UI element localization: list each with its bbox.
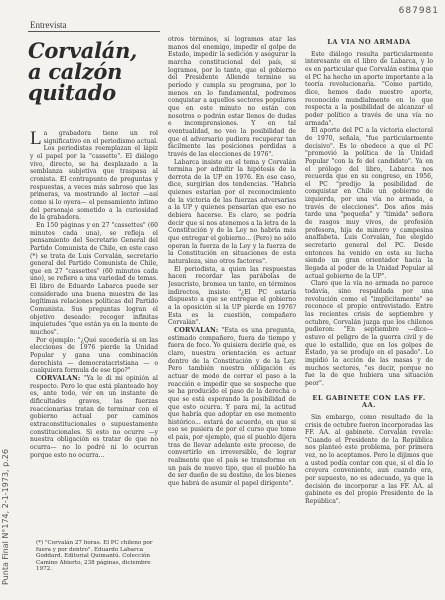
subheading-gabinete: EL GABINETE CON LAS FF. AA. — [312, 393, 426, 410]
headline — [28, 40, 163, 103]
paragraph: Labarca insiste en el tema y Corvalán termina por admitir la hipótesis de la derrota de la UP en 1976. En ese caso, dice, surgirían dos tendencias. "Habría quienes estarían por el reconocimiento de la victoria de las fuerzas adversarias a la UP y quienes pensarían que eso no debiera hacerse. Es claro, se podría decir que si nos atenemos a la letra de la Constitución y de la Ley no habría más que entregar el gobierno... (Pero) no sólo operan la fuerza de la Ley y la fuerza de la Constitución en situaciones de esta naturaleza, sino otros factores". — [168, 158, 296, 266]
paragraph — [30, 375, 158, 459]
section-rule — [28, 31, 160, 32]
paragraph — [168, 327, 296, 488]
paragraph: Este diálogo resulta particularmente interesante en el libro de Labarca, y lo es en particular que Corvalán estima que el PC ha hecho un aporte importante a la teoría revolucionaria. "Como partido, dice, hemos dado nuestro aporte, reconocido mundialmente en lo que respecta a la posibilidad de alcanzar el poder político a través de una vía no armada". — [305, 50, 433, 127]
paragraph-text: "Ya le di mi opinión al respecto. Pero lo que está planteado hoy es, ante todo, ver en un instante de dificultades graves, las fuerzas reaccionarias tratan de terminar con el gobierno actual por caminos extraconstitucionales o supuestamente constitucionales. Si esto no ocurre —y nuestra obligación es tratar de que no ocurra— no lo podré ni lo ocurran porque esto no ocurra... — [30, 375, 158, 459]
column-2 — [168, 36, 296, 571]
headline-line-3: quitado — [28, 80, 116, 105]
paragraph-text: a grabadora tiene un rol significativo en el periodismo actual. Los periodistas reemplazan el lápiz y el papel por la "cassette". El diálogo vivo, directo, se ha desplazado a la semblanza subjetiva que traspasa al cronista. El contrapunto de preguntas y respuestas, a veces más sabroso que las primeras, va mostrando al lector —así como si lo oyera— el pensamiento íntimo del personaje sometido a la curiosidad de la grabadora. — [30, 130, 158, 222]
handwritten-source-note: Punta Final N°174, 2-1-1973, p.26 — [1, 449, 10, 585]
section-label: Entrevista — [30, 20, 67, 30]
speaker-label: CORVALAN: — [36, 374, 81, 382]
handwritten-catalog-number: 687981 — [398, 6, 439, 16]
paragraph: Por ejemplo: "¿Qué sucedería si en las elecciones de 1976 pierde la Unidad Popular y gana una combinación derechista — democratacristiana — o cualquiera formula de ese tipo?" — [30, 336, 158, 375]
paragraph: Claro que la vía no armada no parece todavía, sino respaldada por una revolución como el "implicitamente" se reconoce el propio entrevistado. Entre las recientes crisis de septiembre y octubre, Corvalán juzga que los chilenos pudieron: "En septiembre —dice— estuvo el peligro de la guerra civil y de que lo estallido, que en los golpes de Estado, ya se produjo en el pasado". Lo impidió la acción de las masas y de muchos sectores, "es decir, porque no fue la de que hubiera una situación peor". — [305, 280, 433, 387]
headline-line-2: a calzón — [28, 59, 123, 84]
drop-cap: L — [30, 130, 42, 149]
paragraph: El aporte del PC a la victoria electoral de 1970, señala, "fue particularmente decisivo". Es lo obedece a que el PC "promovió la política de la Unidad Popular "con la fe del candidato". Ya en el prólogo del libro, Labarca nos recuerda que en su congreso, en 1956, el PC "predijo la posibilidad de conquistar en Chile un gobierno de izquierda, por una vía no armada, a través de elecciones". Dos años más tarde una "pequeña" y "tímida" señora de rasgos muy vivos, de profesión profesora, hija de minero y campesina analfabeta. Luis Corvalán, fue elegido secretario general del PC. Desde entonces ha venido en esta su lucha siendo un gran orientador hacia la llegada al poder de la Unidad Popular al actual gobierno de la UP". — [305, 127, 433, 280]
headline-line-1: Corvalán, — [28, 38, 138, 63]
paragraph: Sin embargo, como resultado de la crisis de octubre fueron incorporadas las FF. AA. al gabinete. Corvalán revela: "Cuando el Presidente de la República nos planteó este problema, por primera vez, no lo aceptamos. Pero le dijimos que a usted podía contar con que, si el día lo creyera conveniente, aun cuando era, por supuesto, no es adecuado, ya que la decisión de incorporar a las FF. AA. al gabinete es del propio Presidente de la República". — [305, 413, 433, 506]
column-3 — [305, 36, 433, 571]
paragraph: otros términos, si logramos atar las manos del enemigo, impedir el golpe de Estado, impedir la sedición y asegurar la marcha constitucional del país, si logramos, por lo tanto, que el gobierno del Presidente Allende termine su período y cumpla su programa, por lo menos en lo fundamental, podremos conquistar a aquellos sectores populares que en este minuto no están con nosotros o podrán estar llenos de dudas e incomprensiones. Y en tal eventualidad, no veo la posibilidad de que el adversario pudiera recuperar tan fácilmente las posiciones perdidas a través de las elecciones de 1976". — [168, 36, 296, 158]
footnote — [36, 540, 161, 573]
subheading-via-no-armada: LA VIA NO ARMADA — [327, 38, 411, 46]
paragraph: En 150 páginas y en 27 "cassettes" (60 minutos cada una), se refleja el pensamiento del Secretario General del Partido Comunista de Chile, en este caso (*) se trata de Luis Corvalán, secretario general del Partido Comunista de Chile, que en 27 "cassettes" (60 minutos cada uno), se refiere a una variedad de temas. El libro de Eduardo Labarca puede ser considerado una buena muestra de las legítimas relaciones políticas del Partido Comunista. Sus preguntas logran el objetivo deseado: recoger infinitas inquietudes "que están ya en la mente de muchos". — [30, 221, 158, 337]
paragraph — [30, 130, 158, 222]
paragraph: El periodista, a quien las respuestas hacen recordar las parábolas de Jesucristo, bromea un tanto, en términos indirectos, insiste: "¿El PC estaría dispuesto a que se entregue el gobierno a la oposición si la UP pierde en 1976? Esta es la cuestión, compañero Corvalán". — [168, 265, 296, 327]
column-1 — [30, 130, 158, 535]
footnote-text: (*) "Corvalán 27 horas. El PC chileno por fuera y por dentro". Eduardo Labarca Goddard. Editorial Quimantú. Colección Camino Abierto, 238 páginas, diciembre 1972. — [36, 540, 153, 573]
paragraph-text: "Esta es una pregunta, estimado compañero, fuera de tiempo y fuera de foco. Yo quisiera decirle que, es claro, nuestra orientación es actuar dentro de la Constitución y de la Ley. Pero también nuestra obligación es actuar de modo de cerrar el paso a la reacción e impedir que se sospeche que se ha producido el paso de la derecha o que se está esperando la posibilidad de que esto ocurra. Y para mí, la actitud que habría que adoptar en ese momento histórico... estará de acuerdo, en que si eso se pusiera de por el curso que tome el país, por ejemplo, que el pueblo dijera tras de llevar adelante este proceso, de convertirlo en irreversible, de lograr realmente que el país se transforme en un país de nuevo tipo, que el pueblo ha de ser dueño de su destino, de los bienes que habrá de asumir el papel dirigente". — [168, 326, 296, 488]
speaker-label: CORVALAN: — [174, 325, 219, 334]
